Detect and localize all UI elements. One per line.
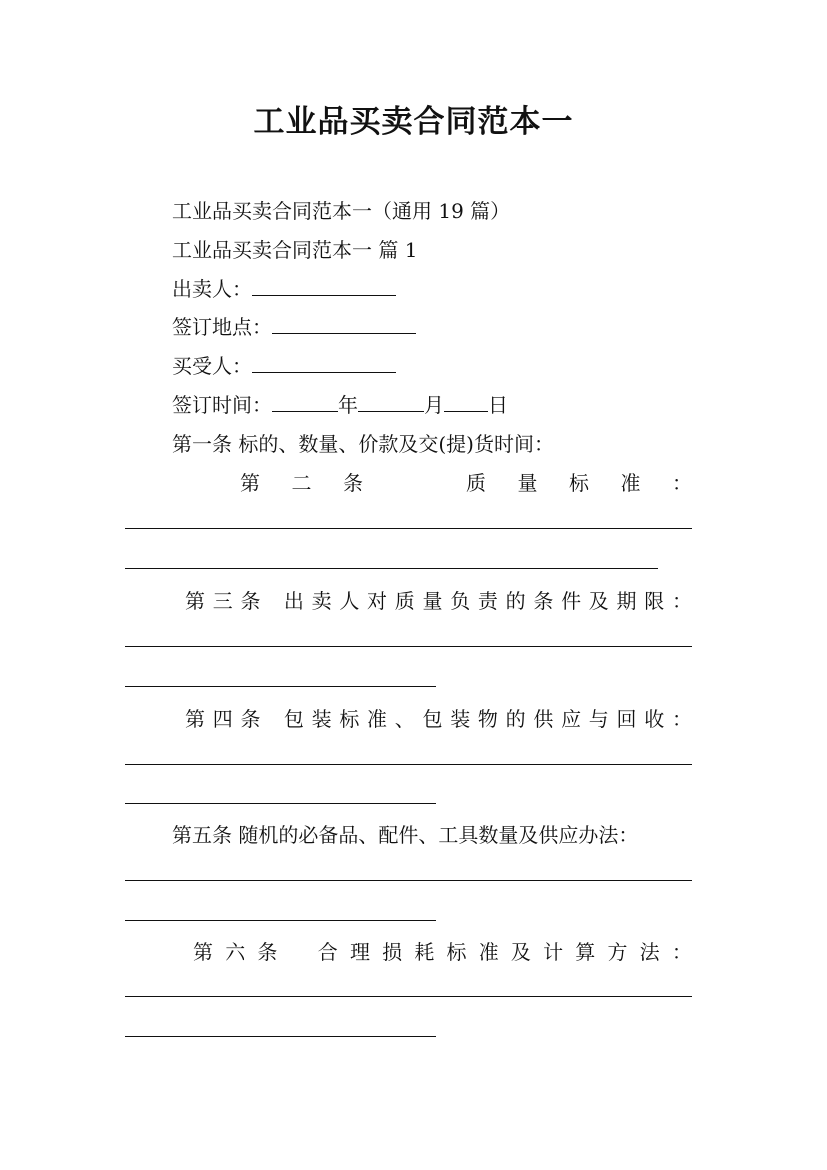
clause-3-char: 三 [212,589,233,613]
clause-2-char: 第 [240,471,260,495]
month-blank [358,391,424,412]
clause-3-char: 质 [394,589,415,613]
clause-3-char: 及 [588,589,609,613]
clause-3-char: 条 [533,589,554,613]
clause-2 [240,469,692,497]
fill-line [125,528,692,529]
sign-time-field [172,391,508,419]
fill-line [125,646,692,647]
clause-4-char: 的 [505,707,526,731]
seller-blank [252,275,396,296]
clause-6-char: 方 [607,940,628,964]
clause-3-char: 人 [339,589,360,613]
fill-line [125,1036,436,1037]
clause-5: 第五条 随机的必备品、配件、工具数量及供应办法： [172,823,639,847]
clause-4-char: 四 [212,707,233,731]
clause-6-char: 法 [639,940,660,964]
clause-6-char: 及 [510,940,531,964]
clause-4-char: 第 [185,707,205,731]
clause-3-char: 卖 [311,589,332,613]
buyer-field [172,352,396,380]
clause-6-char: 标 [446,940,467,964]
clause-4-char: 包 [422,707,443,731]
clause-3-char: 限 [644,589,665,613]
document-title: 工业品买卖合同范本一 [253,104,574,140]
clause-2-char: 质 [466,471,486,495]
clause-3 [185,587,692,615]
sign-place-blank [272,313,416,334]
clause-3-char: 期 [616,589,637,613]
day-blank [444,391,488,412]
clause-6-char: 准 [478,940,499,964]
sign-place-field [172,313,416,341]
clause-6-char: 合 [317,940,338,964]
clause-4-char: 条 [240,707,261,731]
clause-4-char: 物 [477,707,498,731]
clause-6-char: 六 [225,940,246,964]
clause-6-char: 损 [382,940,403,964]
clause-2-char: 条 [343,471,363,495]
clause-4-char: 与 [588,707,609,731]
clause-2-char: ： [672,471,692,495]
clause-3-char: 对 [367,589,388,613]
clause-2-char: 标 [569,471,589,495]
clause-4-char: 装 [450,707,471,731]
clause-6-char: 条 [257,940,278,964]
clause-4-char: 包 [283,707,304,731]
fill-line [125,996,692,997]
clause-4-char: 装 [311,707,332,731]
clause-4-char: 收 [644,707,665,731]
year-blank [272,391,338,412]
clause-6-char: 理 [349,940,370,964]
clause-6-char: 算 [575,940,596,964]
year-label: 年 [338,393,358,417]
clause-3-char: 负 [450,589,471,613]
seller-label: 出卖人： [172,277,252,301]
buyer-blank [252,352,396,373]
fill-line [125,920,436,921]
clause-3-char: 量 [422,589,443,613]
clause-4-char: 标 [339,707,360,731]
fill-line [125,686,436,687]
clause-2-char: 量 [517,471,538,495]
sign-time-label: 签订时间： [172,393,272,417]
clause-4 [185,705,692,733]
fill-line [125,568,658,569]
day-label: 日 [488,393,508,417]
clause-4-char: 准 [367,707,388,731]
clause-3-char: 出 [283,589,304,613]
clause-2-char: 准 [620,471,641,495]
fill-line [125,880,692,881]
document-subtitle: 工业品买卖合同范本一（通用 19 篇） [172,199,511,223]
clause-3-char: 的 [505,589,526,613]
clause-3-char: 责 [477,589,498,613]
buyer-label: 买受人： [172,354,252,378]
seller-field [172,275,396,303]
month-label: 月 [424,393,444,417]
clause-6-char: 计 [543,940,564,964]
clause-3-char: 第 [185,589,205,613]
fill-line [125,803,436,804]
section-label: 工业品买卖合同范本一 篇 1 [172,238,418,262]
clause-4-char: ： [671,707,692,731]
clause-3-char: 件 [561,589,582,613]
sign-place-label: 签订地点： [172,315,272,339]
clause-1: 第一条 标的、数量、价款及交(提)货时间： [172,432,554,456]
clause-4-char: 供 [533,707,554,731]
clause-6 [193,938,692,966]
clause-6-char: 第 [193,940,213,964]
clause-4-char: 、 [394,707,415,731]
clause-6-char: ： [671,940,692,964]
clause-4-char: 应 [561,707,582,731]
clause-2-char: 二 [291,471,312,495]
clause-3-char: ： [671,589,692,613]
fill-line [125,764,692,765]
clause-6-char: 耗 [414,940,435,964]
clause-3-char: 条 [240,589,261,613]
clause-4-char: 回 [616,707,637,731]
